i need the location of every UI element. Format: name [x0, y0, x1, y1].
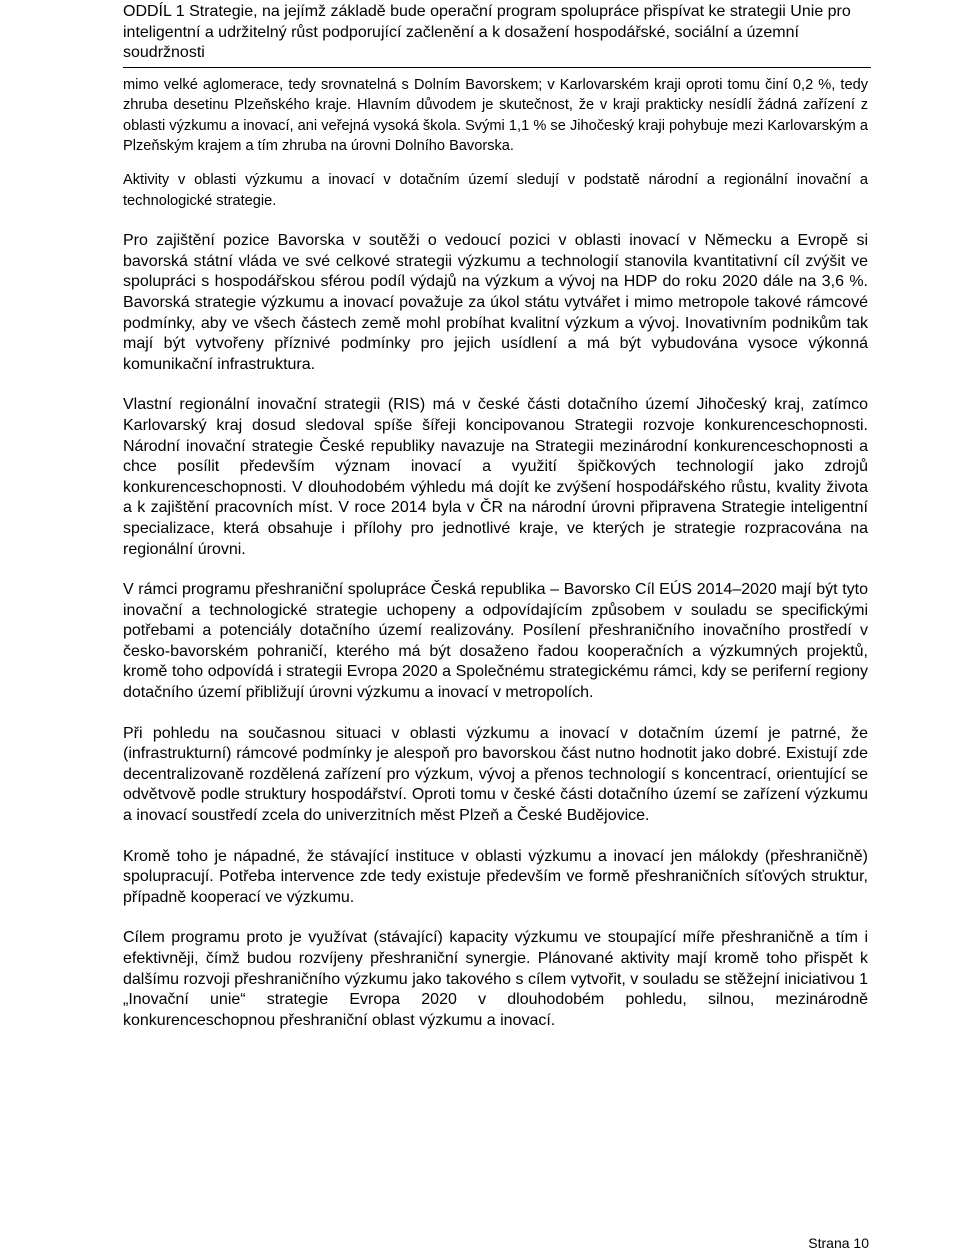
- paragraph: Vlastní regionální inovační strategii (RIS) má v české části dotačního území Jihočeský kraj, zatímco Karlovarský kraj dosud sledoval spíše šířeji koncipovanou Strategii rozvoje konkurenceschopnosti. Národní inovační strategie České republiky navazuje na Strategii mezinárodní konkurenceschopnosti a chce posílit především význam inovací a využití špičkových technologií jako zdrojů konkurenceschopnosti. V dlouhodobém výhledu má dojít ke zvýšení hospodářského růstu, kvality života a k zajištění pracovních míst. V roce 2014 byla v ČR na národní úrovni připravena Strategie inteligentní specializace, která obsahuje i přílohy pro jednotlivé kraje, ve kterých je strategie rozpracována na regionální úrovni.: [123, 396, 868, 558]
- paragraph: V rámci programu přeshraniční spolupráce Česká republika – Bavorsko Cíl EÚS 2014–2020 mají být tyto inovační a technologické strategie uchopeny a odpovídajícím způsobem v souladu se specifickými potřebami a potenciály dotačního území realizovány. Posílení přeshraničního inovačního prostředí v česko-bavorském pohraničí, kterého má být dosaženo řadou kooperačních a výzkumných projektů, kromě toho odpovídá i strategii Evropa 2020 a Společnému strategickému rámci, kdy se periferní regiony dotačního území přibližují úrovni výzkumu a inovací v metropolích.: [123, 581, 868, 702]
- paragraph: Pro zajištění pozice Bavorska v soutěži o vedoucí pozici v oblasti inovací v Německu a Evropě si bavorská státní vláda ve své celkové strategii výzkumu a technologií stanovila kvantitativní cíl zvýšit ve spolupráci s hospodářskou sférou podíl výdajů na výzkum a vývoj na HDP do roku 2020 dále na 3,6 %. Bavorská strategie výzkumu a inovací považuje za úkol státu vytvářet i mimo metropole takové rámcové podmínky, aby ve všech částech země mohl probíhat kvalitní výzkum a vývoj. Inovativním podnikům tak mají být vytvořeny příznivé podmínky pro jejich usídlení a má být vybudována vysoce výkonná komunikační infrastruktura.: [123, 232, 868, 373]
- paragraph: mimo velké aglomerace, tedy srovnatelná s Dolním Bavorskem; v Karlovarském kraji oproti tomu činí 0,2 %, tedy zhruba desetinu Plzeňského kraje. Hlavním důvodem je skutečnost, že v kraji prakticky nesídlí žádná zařízení z oblasti výzkumu a inovací, ani veřejná vysoká škola. Svými 1,1 % se Jihočeský kraji pohybuje mezi Karlovarským a Plzeňským krajem a tím zhruba na úrovni Dolního Bavorska.: [123, 77, 868, 154]
- section-header-text: ODDÍL 1 Strategie, na jejímž základě bude operační program spolupráce přispívat ke strategii Unie pro inteligentní a udržitelný růst podporující začlenění a k dosažení hospodářské, sociální a územní soudržnosti: [123, 3, 851, 61]
- paragraph: Cílem programu proto je využívat (stávající) kapacity výzkumu ve stoupající míře přeshraničně a tím i efektivněji, čímž budou rozvíjeny přeshraniční synergie. Plánované aktivity mají kromě toho přispět k dalšímu rozvoji přeshraničního výzkumu jako takového s cílem vytvořit, v souladu se stěžejní iniciativou 1 „Inovační unie“ strategie Evropa 2020 v dlouhodobém pohledu, silnou, mezinárodně konkurenceschopnou přeshraniční oblast výzkumu a inovací.: [123, 929, 868, 1029]
- paragraph: Aktivity v oblasti výzkumu a inovací v dotačním území sledují v podstatě národní a regionální inovační a technologické strategie.: [123, 172, 868, 210]
- document-body: [123, 75, 868, 1051]
- paragraph: Při pohledu na současnou situaci v oblasti výzkumu a inovací v dotačním území je patrné, že (infrastrukturní) rámcové podmínky je alespoň pro bavorskou část nutno hodnotit jako dobré. Existují zde decentralizovaně rozdělená zařízení pro výzkum, vývoj a přenos technologií s koncentrací, orientující se odvětvově podle struktury hospodářství. Oproti tomu v české části dotačního území se zařízení výzkumu a inovací soustředí zcela do univerzitních měst Plzeň a České Budějovice.: [123, 724, 868, 825]
- section-header: [123, 2, 871, 68]
- paragraph: Kromě toho je nápadné, že stávající instituce v oblasti výzkumu a inovací jen málokdy (přeshraničně) spolupracují. Potřeba intervence zde tedy existuje především ve formě přeshraničních síťových struktur, případně kooperací ve výzkumu.: [123, 847, 868, 906]
- page-number: Strana 10: [808, 1235, 869, 1251]
